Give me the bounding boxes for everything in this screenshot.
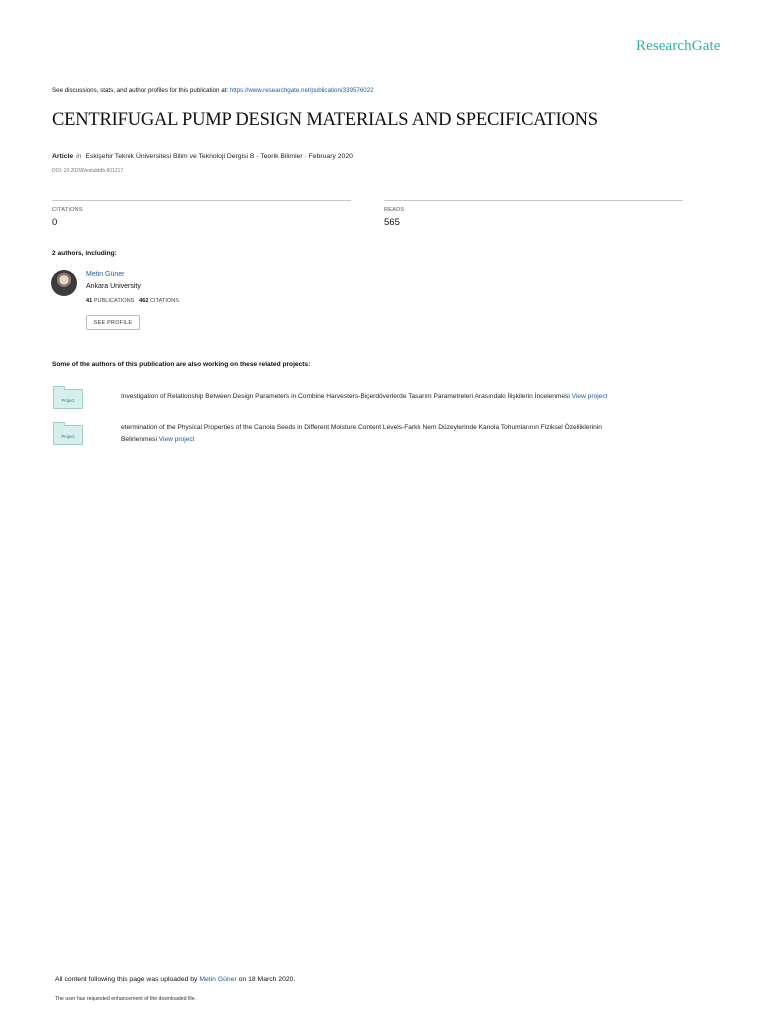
related-project-item: [121, 422, 721, 446]
project-folder-icon: [53, 425, 83, 445]
source-line: [52, 87, 374, 94]
related-project-item: [121, 391, 607, 403]
author-publications-label: PUBLICATIONS: [93, 298, 135, 304]
author-citations-count: 462: [139, 298, 149, 304]
reads-divider: [384, 200, 683, 201]
upload-prefix: All content following this page was uploaded by: [55, 976, 200, 983]
view-project-link[interactable]: View project: [571, 393, 608, 400]
publication-type: Article: [52, 153, 74, 160]
citations-label: CITATIONS: [52, 207, 83, 213]
see-profile-button[interactable]: SEE PROFILE: [86, 315, 140, 330]
publication-title: CENTRIFUGAL PUMP DESIGN MATERIALS AND SPECIFICATIONS: [52, 110, 598, 130]
publication-url-link[interactable]: https://www.researchgate.net/publication/339576022: [229, 87, 374, 94]
citations-divider: [52, 200, 351, 201]
project-folder-icon: [53, 389, 83, 409]
citations-value: 0: [52, 217, 58, 228]
reads-label: READS: [384, 207, 405, 213]
related-projects-heading: Some of the authors of this publication are also working on these related projects:: [52, 361, 311, 368]
author-publications-count: 41: [86, 298, 93, 304]
related-project-title-cont: Belirlenmesi: [121, 436, 157, 443]
enhancement-note: The user has requested enhancement of the downloaded file.: [55, 996, 197, 1002]
author-stats: [86, 298, 179, 304]
source-line-text: See discussions, stats, and author profiles for this publication at:: [52, 87, 230, 94]
reads-value: 565: [384, 217, 400, 228]
author-name-link[interactable]: Metin Güner: [86, 271, 125, 278]
uploader-link[interactable]: Metin Güner: [199, 976, 237, 983]
author-citations-label: CITATIONS: [150, 298, 180, 304]
project-folder-label: Project: [61, 398, 75, 403]
related-project-title: etermination of the Physical Properties of the Canola Seeds in Different Moisture Content Levels-Farklı Nem Düzeylerinde Kanola Tohumlarının Fiziksel Özelliklerinin: [121, 424, 602, 431]
author-institution: Ankara University: [86, 283, 141, 290]
related-project-title: Investigation of Relationship Between Design Parameters in Combine Harvesters-Biçerdöverlerde Tasarım Parametreleri Arasındaki İlişkilerin İncelenmesi: [121, 393, 570, 400]
upload-suffix: on 18 March 2020.: [236, 976, 296, 983]
project-folder-label: Project: [61, 434, 75, 439]
author-avatar[interactable]: [51, 270, 77, 296]
publication-doi: DOI: 10.20290/estubtdb.601217: [52, 168, 124, 174]
in-label: in: [76, 153, 82, 160]
view-project-link[interactable]: View project: [158, 436, 195, 443]
upload-note: [55, 976, 295, 983]
publication-venue: Eskişehir Teknik Üniversitesi Bilim ve Teknoloji Dergisi B - Teorik Bilimler · February 2020: [85, 153, 353, 160]
authors-heading: 2 authors, including:: [52, 250, 117, 257]
researchgate-logo[interactable]: ResearchGate: [636, 38, 721, 54]
publication-meta: [52, 153, 353, 160]
